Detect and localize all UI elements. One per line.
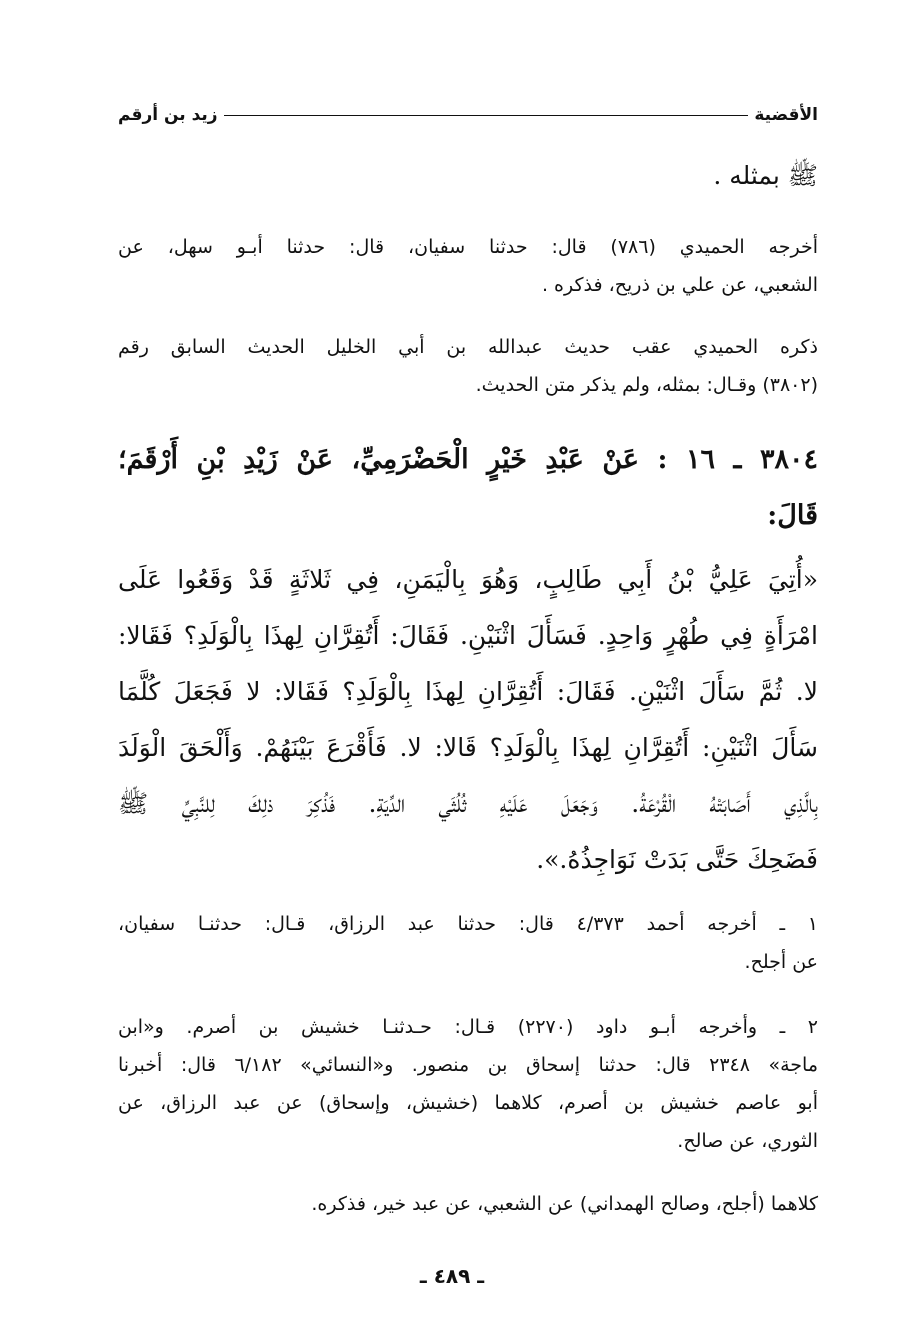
- footnote-line: ٢ ـ وأخرجه أبـو داود (٢٢٧٠) قـال: حـدثنـا خشيش بن أصرم. و«ابن: [118, 1016, 819, 1038]
- footnote-line: كلاهما (أجلح، وصالح الهمداني) عن الشعبي، عن عبد خير، فذكره.: [311, 1193, 818, 1215]
- hadith-heading: [118, 432, 818, 544]
- footnote: [118, 1008, 818, 1160]
- running-header: [118, 100, 818, 130]
- note-line: (٣٨٠٢) وقـال: بمثله، ولم يذكر متن الحديث.: [475, 374, 818, 396]
- source-note: [118, 228, 818, 304]
- footnote-line: الثوري، عن صالح.: [677, 1130, 818, 1152]
- section-title: زيد بن أرقم: [118, 105, 218, 125]
- note-line: الشعبي، عن علي بن ذريح، فذكره .: [541, 274, 818, 296]
- page-number: ـ ٤٨٩ ـ: [419, 1264, 485, 1288]
- footnote: [118, 1185, 818, 1223]
- heading-line: ٣٨٠٤ ـ ١٦ : عَنْ عَبْدِ خَيْرٍ الْحَضْرَمِيِّ، عَنْ زَيْدِ بْنِ أَرْقَمَ؛: [118, 444, 818, 475]
- footnote-line: عن أجلح.: [744, 951, 818, 973]
- note-line: ذكره الحميدي عقب حديث عبدالله بن أبي الخليل الحديث السابق رقم: [118, 336, 818, 358]
- hadith-line: فَضَحِكَ حَتَّى بَدَتْ نَوَاجِذُهُ.».: [536, 845, 818, 874]
- chapter-title: الأقضية: [754, 105, 818, 125]
- hadith-text: [118, 552, 818, 888]
- hadith-line: لا. ثُمَّ سَأَلَ اثْنَيْنِ. فَقَالَ: أَتُقِرَّانِ لِهذَا بِالْوَلَدِ؟ فَقَالا: لا فَجَعَلَ كُلَّمَا: [118, 677, 818, 706]
- note-line: أخرجه الحميدي (٧٨٦) قال: حدثنا سفيان، قال: حدثنا أبـو سهل، عن: [118, 236, 818, 258]
- hadith-line: «أُتِيَ عَلِيُّ بْنُ أَبِي طَالِبٍ، وَهُوَ بِالْيَمَنِ، فِي ثَلاثَةٍ قَدْ وَقَعُوا عَلَى: [118, 565, 818, 594]
- hadith-line: سَأَلَ اثْنَيْنِ: أَتُقِرَّانِ لِهذَا بِالْوَلَدِ؟ قَالا: لا. فَأَقْرَعَ بَيْنَهُمْ. وَأَلْحَقَ الْوَلَدَ: [118, 733, 818, 762]
- continuation-text: [118, 160, 818, 197]
- header-rule: [224, 115, 749, 116]
- footnote-line: أبو عاصم خشيش بن أصرم، كلاهما (خشيش، وإسحاق) عن عبد الرزاق، عن: [118, 1092, 818, 1114]
- footnote-line: ماجة» ٢٣٤٨ قال: حدثنا إسحاق بن منصور. و«النسائي» ٦/١٨٢ قال: أخبرنا: [118, 1054, 819, 1076]
- source-note: [118, 328, 818, 404]
- continuation-line: ﷺ بمثله .: [713, 161, 818, 190]
- footnote-line: ١ ـ أخرجه أحمد ٤/٣٧٣ قال: حدثنا عبد الرزاق، قـال: حدثنـا سفيان،: [118, 913, 818, 935]
- heading-line: قَالَ:: [767, 500, 818, 531]
- footnote: [118, 905, 818, 981]
- hadith-line: امْرَأَةٍ فِي طُهْرٍ وَاحِدٍ. فَسَأَلَ اثْنَيْنِ. فَقَالَ: أَتُقِرَّانِ لِهذَا بِالْوَلَدِ؟ فَقَالا:: [118, 621, 818, 650]
- hadith-line: بِالَّذِي أَصَابَتْهُ الْقُرْعَةُ. وَجَعَلَ عَلَيْهِ ثُلُثَي الدِّيَةِ. فَذُكِرَ ذلِكَ لِلنَّبِيِّ ﷺ: [118, 789, 818, 818]
